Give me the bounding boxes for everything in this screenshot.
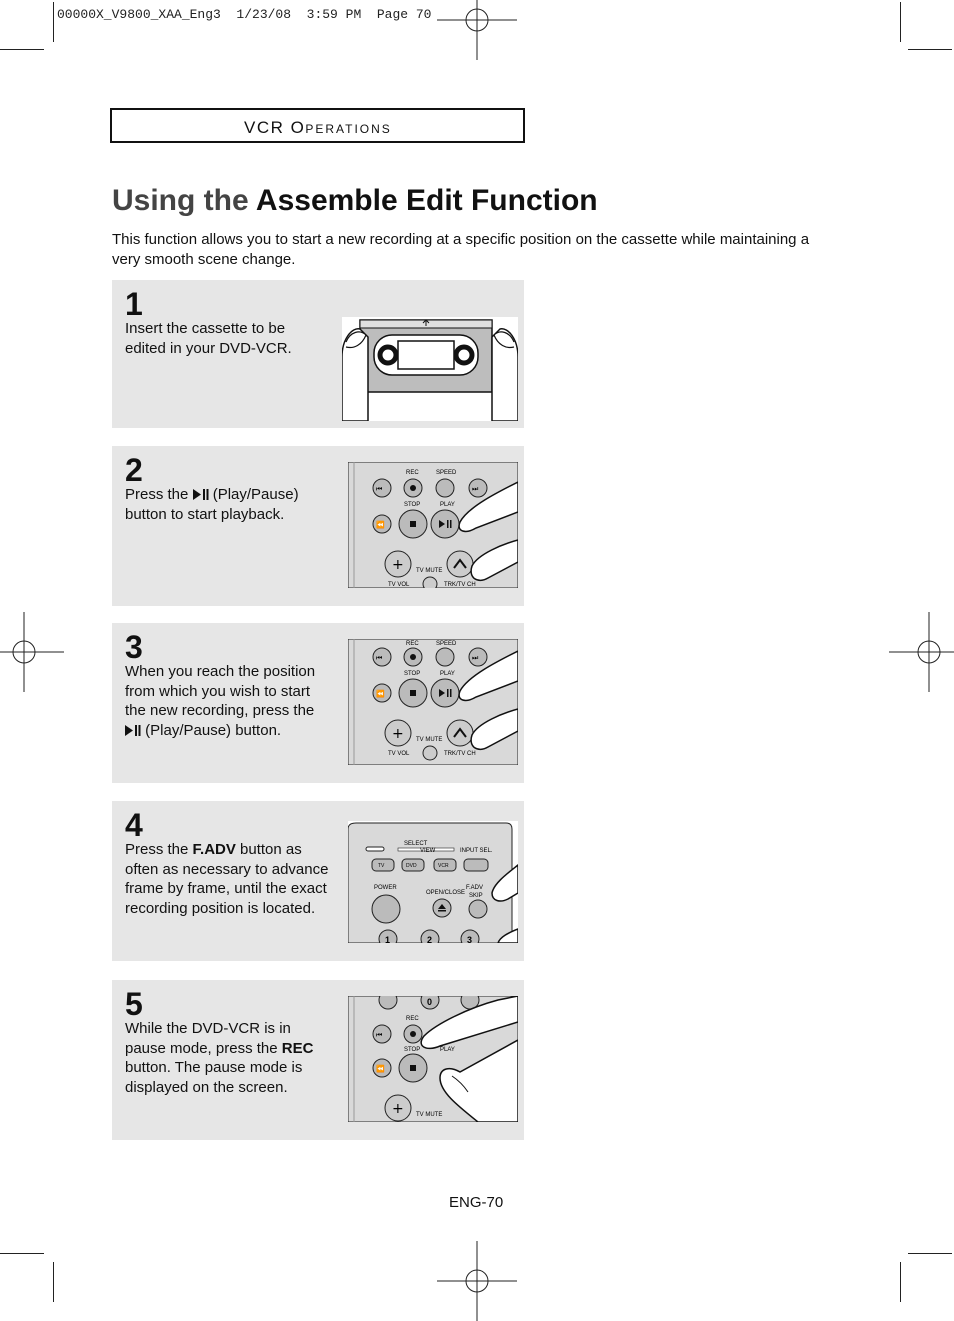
step-number: 1 — [125, 286, 143, 322]
crop-mark — [0, 1253, 44, 1254]
remote-play-illustration-icon — [348, 462, 518, 588]
remote-label: SPEED — [436, 641, 457, 647]
remote-label: PLAY — [440, 502, 455, 508]
remote-label: STOP — [404, 1047, 421, 1053]
step-text-part: Press the — [125, 841, 193, 858]
step-text-part: (Play/Pause) button to start playback. — [125, 486, 299, 523]
step-text: Insert the cassette to be edited in your DVD-VCR. — [125, 320, 292, 357]
remote-label: VCR — [438, 863, 449, 869]
step-3 — [112, 623, 524, 783]
remote-label: TV MUTE — [416, 568, 443, 574]
play-pause-icon — [193, 489, 209, 500]
crop-mark — [53, 1262, 54, 1302]
intro-paragraph: This function allows you to start a new recording at a specific position on the cassette while maintaining a very smooth scene change. — [112, 231, 810, 268]
step-text-part: Press the — [125, 486, 193, 503]
remote-label: TRK/TV CH — [444, 582, 476, 588]
step-1 — [112, 280, 524, 428]
remote-label: POWER — [374, 885, 397, 891]
svg-text:+: + — [392, 557, 404, 573]
crop-mark — [908, 49, 952, 50]
step-4 — [112, 801, 524, 961]
step-text-part: button as often as necessary to advance frame by frame, until the exact recording position is located. — [125, 841, 329, 917]
remote-label: TV MUTE — [416, 1112, 443, 1118]
crop-mark — [900, 2, 901, 42]
remote-label: F.ADV — [466, 885, 484, 891]
remote-label: INPUT SEL. — [460, 848, 493, 854]
remote-label: TV — [378, 863, 385, 869]
remote-fadv-illustration-icon — [348, 821, 518, 943]
step-text-part: While the DVD-VCR is in pause mode, press the — [125, 1020, 291, 1057]
registration-mark-icon — [889, 612, 954, 692]
registration-mark-icon — [437, 1241, 517, 1321]
remote-key-label: 0 — [427, 997, 433, 1007]
remote-label: SPEED — [436, 470, 457, 476]
svg-text:+: + — [392, 726, 404, 742]
remote-key-label: 1 — [385, 935, 391, 943]
remote-label: OPEN/CLOSE — [426, 890, 466, 896]
remote-label: DVD — [406, 863, 417, 869]
registration-mark-icon — [437, 0, 517, 60]
svg-text:⏪: ⏪ — [376, 1065, 385, 1073]
remote-label: TV VOL — [388, 751, 410, 757]
page-title-part2: Assemble Edit Function — [255, 184, 598, 217]
page-number: ENG-70 — [449, 1194, 504, 1211]
step-text-bold: F.ADV — [192, 841, 236, 858]
remote-rec-illustration-icon — [348, 996, 518, 1122]
crop-mark — [53, 2, 54, 42]
registration-mark-icon — [0, 612, 64, 692]
crop-mark — [908, 1253, 952, 1254]
remote-label: SELECT — [404, 841, 428, 847]
remote-key-label: 2 — [427, 935, 433, 943]
remote-label: TV MUTE — [416, 737, 443, 743]
remote-label: TV VOL — [388, 582, 410, 588]
page-title — [112, 184, 598, 218]
step-text — [125, 485, 330, 524]
page-title-part1: Using the — [112, 184, 249, 217]
svg-text:⏭: ⏭ — [472, 654, 479, 662]
remote-label: TRK/TV CH — [444, 751, 476, 757]
svg-text:⏪: ⏪ — [376, 690, 385, 698]
cassette-insert-illustration-icon — [342, 317, 518, 421]
svg-text:⏮: ⏮ — [376, 654, 383, 662]
step-text-bold: REC — [281, 1039, 314, 1057]
remote-label: REC — [406, 470, 419, 476]
svg-text:⏭: ⏭ — [472, 485, 479, 493]
step-text-part: button. The pause mode is displayed on the screen. — [125, 1059, 303, 1096]
section-title — [244, 118, 392, 138]
section-title-rest: PERATIONS — [305, 122, 392, 136]
section-header — [110, 108, 525, 143]
svg-text:⏮: ⏮ — [376, 1031, 383, 1039]
svg-text:+: + — [392, 1101, 404, 1117]
play-pause-icon — [125, 725, 141, 736]
step-text-part: When you reach the position from which you wish to start the new recording, press the — [125, 663, 316, 719]
crop-mark — [900, 1262, 901, 1302]
step-text — [125, 1019, 330, 1097]
remote-play-illustration-icon — [348, 639, 518, 765]
svg-text:⏮: ⏮ — [376, 485, 383, 493]
remote-label: PLAY — [440, 671, 455, 677]
svg-text:⏪: ⏪ — [376, 521, 385, 529]
section-title-prefix: VCR O — [244, 118, 306, 137]
step-text-part: (Play/Pause) button. — [141, 721, 282, 739]
crop-mark — [0, 49, 44, 50]
remote-key-label: 3 — [467, 935, 473, 943]
step-number: 3 — [125, 629, 143, 665]
remote-label: REC — [406, 641, 419, 647]
step-number: 2 — [125, 452, 143, 488]
step-number: 5 — [125, 986, 143, 1022]
remote-label: PLAY — [440, 1047, 455, 1053]
remote-label: REC — [406, 1016, 419, 1022]
remote-label: VIEW — [420, 848, 436, 854]
step-5 — [112, 980, 524, 1140]
remote-label: SKIP — [469, 893, 483, 899]
step-text — [125, 840, 330, 918]
step-number: 4 — [125, 807, 143, 843]
remote-label: STOP — [404, 671, 421, 677]
remote-label: STOP — [404, 502, 421, 508]
step-2 — [112, 446, 524, 606]
print-header: 00000X_V9800_XAA_Eng3 1/23/08 3:59 PM Page 70 — [57, 7, 432, 22]
step-text — [125, 662, 330, 740]
